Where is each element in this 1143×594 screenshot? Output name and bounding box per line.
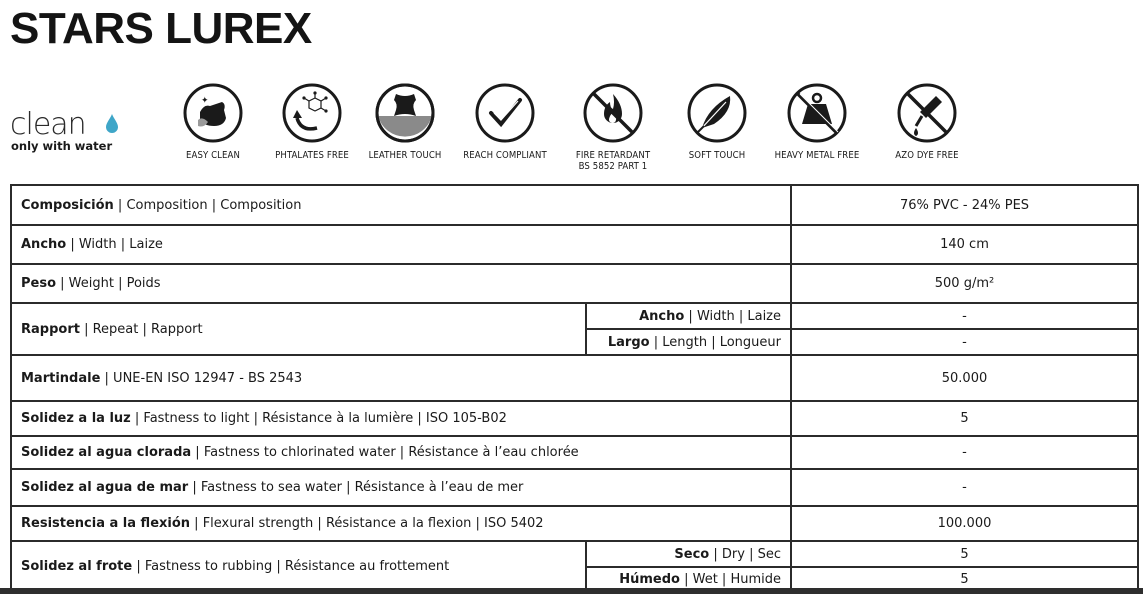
reach-compliant-icon (474, 82, 536, 144)
rubbing-fastness-label: Solidez al frote | Fastness to rubbing | Résistance au frottement (11, 541, 586, 591)
table-row (11, 355, 1138, 401)
svg-text:✦: ✦ (201, 96, 209, 106)
width-label: Ancho | Width | Laize (11, 225, 791, 264)
rubbing-wet-label: Húmedo | Wet | Humide (586, 567, 791, 591)
soft-touch-label: SOFT TOUCH (688, 150, 746, 161)
table-row (11, 401, 1138, 436)
repeat-width-value: - (791, 303, 1138, 329)
heavy-metal-free-badge (757, 82, 877, 161)
martindale-value: 50.000 (791, 355, 1138, 401)
reach-compliant-badge (445, 82, 565, 161)
flexural-strength-value: 100.000 (791, 506, 1138, 541)
phtalates-free-label: PHTALATES FREE (275, 150, 349, 161)
table-row (11, 541, 1138, 567)
rubbing-wet-value: 5 (791, 567, 1138, 591)
light-fastness-value: 5 (791, 401, 1138, 436)
azo-dye-free-label: AZO DYE FREE (895, 150, 959, 161)
repeat-label: Rapport | Repeat | Rapport (11, 303, 586, 355)
repeat-length-value: - (791, 329, 1138, 355)
easy-clean-label: EASY CLEAN (186, 150, 240, 161)
leather-touch-icon (374, 82, 436, 144)
chlorinated-fastness-value: - (791, 436, 1138, 469)
fire-retardant-label: FIRE RETARDANT BS 5852 PART 1 (575, 150, 651, 172)
table-row (11, 225, 1138, 264)
width-value: 140 cm (791, 225, 1138, 264)
sea-water-fastness-label: Solidez al agua de mar | Fastness to sea water | Résistance à l’eau de mer (11, 469, 791, 506)
weight-label: Peso | Weight | Poids (11, 264, 791, 303)
table-row (11, 185, 1138, 225)
repeat-width-label: Ancho | Width | Laize (586, 303, 791, 329)
fire-retardant-icon (582, 82, 644, 144)
bottom-scrollbar[interactable] (0, 588, 1143, 594)
azo-dye-free-icon (896, 82, 958, 144)
product-title: STARS LUREX (10, 4, 312, 53)
table-row (11, 303, 1138, 329)
heavy-metal-free-label: HEAVY METAL FREE (774, 150, 860, 161)
water-drop-icon (105, 113, 119, 135)
chlorinated-fastness-label: Solidez al agua clorada | Fastness to chlorinated water | Résistance à l’eau chlorée (11, 436, 791, 469)
reach-compliant-label: REACH COMPLIANT (463, 150, 547, 161)
phtalates-free-icon (281, 82, 343, 144)
clean-logo (10, 108, 120, 158)
table-row (11, 506, 1138, 541)
easy-clean-icon (182, 82, 244, 144)
rubbing-dry-value: 5 (791, 541, 1138, 567)
weight-value: 500 g/m² (791, 264, 1138, 303)
table-row (11, 436, 1138, 469)
composition-label: Composición | Composition | Composition (11, 185, 791, 225)
light-fastness-label: Solidez a la luz | Fastness to light | Résistance à la lumière | ISO 105-B02 (11, 401, 791, 436)
clean-logo-tagline: only with water (11, 139, 113, 153)
composition-value: 76% PVC - 24% PES (791, 185, 1138, 225)
clean-logo-word: clean (10, 107, 86, 142)
sea-water-fastness-value: - (791, 469, 1138, 506)
martindale-label: Martindale | UNE-EN ISO 12947 - BS 2543 (11, 355, 791, 401)
spec-table (10, 184, 1139, 592)
leather-touch-label: LEATHER TOUCH (368, 150, 442, 161)
soft-touch-icon (686, 82, 748, 144)
fire-retardant-badge (553, 82, 673, 172)
azo-dye-free-badge (867, 82, 987, 161)
heavy-metal-free-icon (786, 82, 848, 144)
rubbing-dry-label: Seco | Dry | Sec (586, 541, 791, 567)
repeat-length-label: Largo | Length | Longueur (586, 329, 791, 355)
flexural-strength-label: Resistencia a la flexión | Flexural strength | Résistance a la flexion | ISO 5402 (11, 506, 791, 541)
table-row (11, 264, 1138, 303)
table-row (11, 469, 1138, 506)
